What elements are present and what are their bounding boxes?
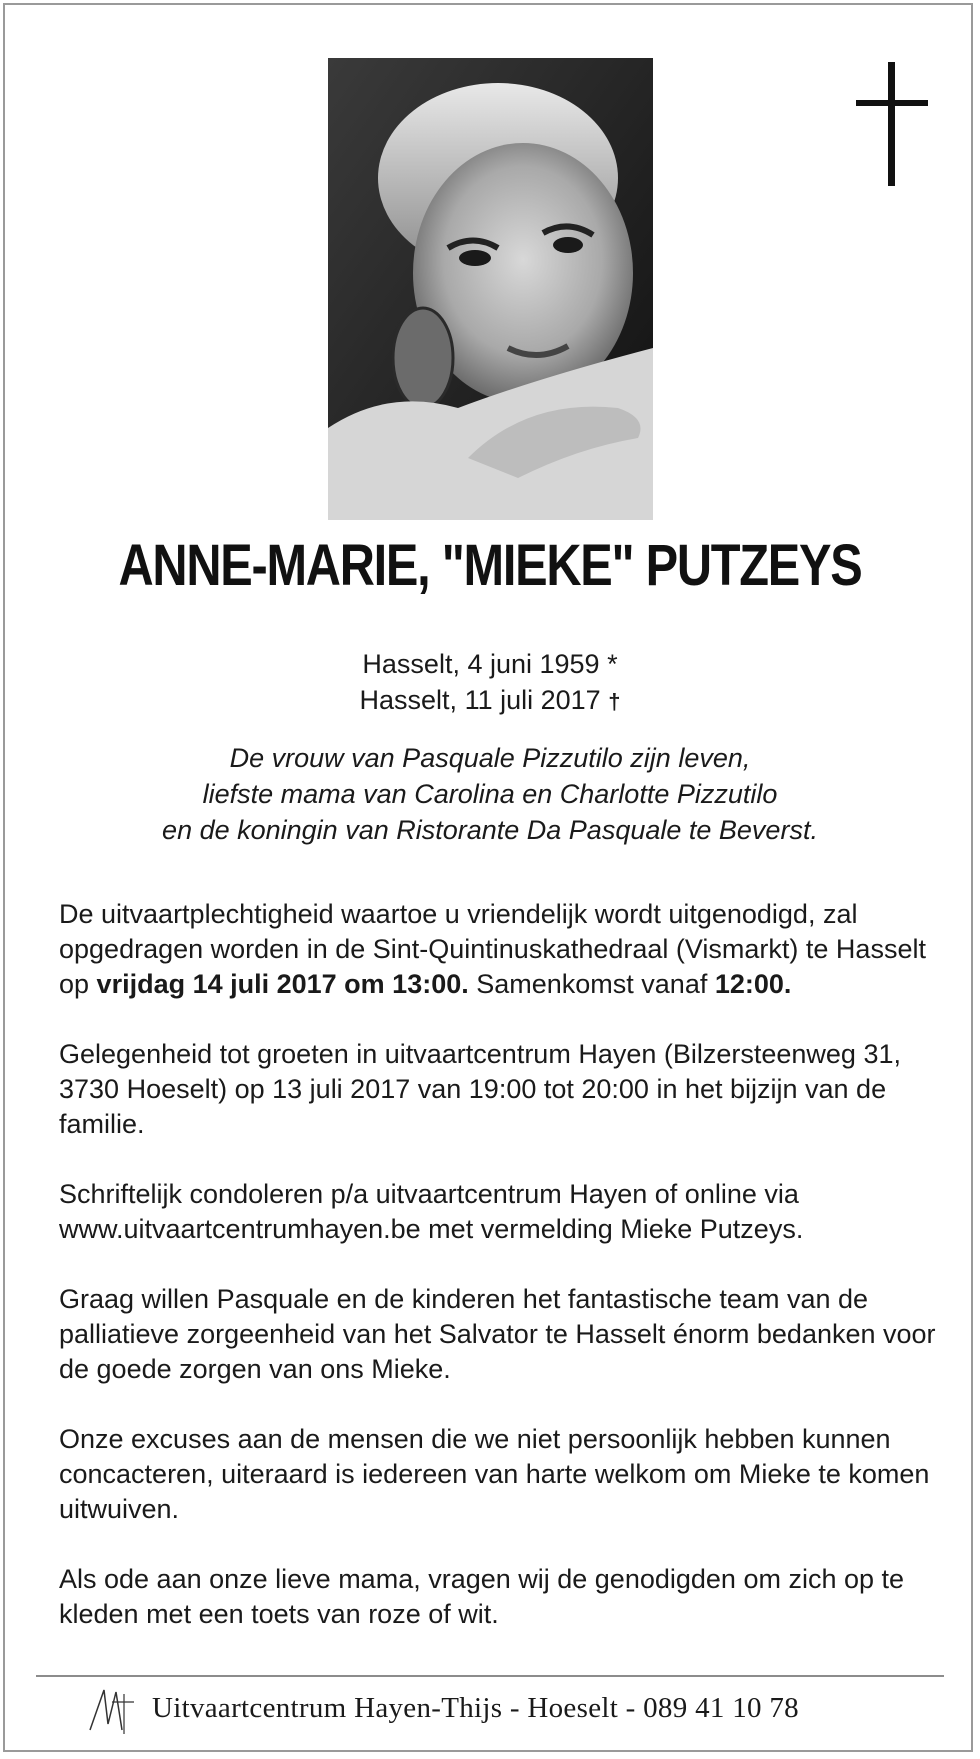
- portrait-photo: [328, 58, 653, 520]
- birth-date: Hasselt, 4 juni 1959 *: [362, 649, 618, 679]
- condolences-paragraph: Schriftelijk condoleren p/a uitvaartcentrum Hayen of online via www.uitvaartcentrumhayen.be met vermelding Mieke Putzeys.: [59, 1179, 804, 1244]
- death-date: Hasselt, 11 juli 2017: [359, 685, 601, 715]
- obituary-body: [59, 897, 939, 1667]
- tribute-line: De vrouw van Pasquale Pizzutilo zijn leven,: [229, 743, 751, 773]
- ceremony-paragraph: De uitvaartplechtigheid waartoe u vriendelijk wordt uitgenodigd, zal opgedragen worden in de Sint-Quintinuskathedraal (Vismarkt) te Hasselt op vrijdag 14 juli 2017 om 13:00. Samenkomst vanaf 12:00.: [59, 899, 926, 999]
- death-dagger-icon: †: [608, 689, 621, 714]
- tribute-line: en de koningin van Ristorante Da Pasquale te Beverst.: [162, 815, 818, 845]
- tribute-line: liefste mama van Carolina en Charlotte Pizzutilo: [202, 779, 778, 809]
- cross-icon: [856, 62, 928, 186]
- apology-paragraph: Onze excuses aan de mensen die we niet persoonlijk hebben kunnen concacteren, uiteraard is iedereen van harte welkom om Mieke te komen uitwuiven.: [59, 1424, 930, 1524]
- visitation-paragraph: Gelegenheid tot groeten in uitvaartcentrum Hayen (Bilzersteenweg 31, 3730 Hoeselt) op 13 juli 2017 van 19:00 tot 20:00 in het bijzijn van de familie.: [59, 1039, 901, 1139]
- ceremony-date: vrijdag 14 juli 2017 om 13:00.: [96, 969, 469, 999]
- death-date-line: [0, 682, 980, 720]
- footer-divider: [36, 1675, 944, 1677]
- dress-code-paragraph: Als ode aan onze lieve mama, vragen wij de genodigden om zich op te kleden met een toets van roze of wit.: [59, 1564, 905, 1629]
- portrait-photo-icon: [328, 58, 653, 520]
- thanks-paragraph: Graag willen Pasquale en de kinderen het fantastische team van de palliatieve zorgeenheid van het Salvator te Hasselt énorm bedanken voor de goede zorgen van ons Mieke.: [59, 1284, 936, 1384]
- funeral-home-logo-icon: [86, 1684, 138, 1736]
- tribute-text: [0, 740, 980, 848]
- deceased-name: ANNE-MARIE, "MIEKE" PUTZEYS: [118, 533, 862, 598]
- dates-block: [0, 646, 980, 720]
- funeral-home-contact: Uitvaartcentrum Hayen-Thijs - Hoeselt - 089 41 10 78: [152, 1692, 799, 1724]
- gathering-time: 12:00.: [714, 969, 792, 999]
